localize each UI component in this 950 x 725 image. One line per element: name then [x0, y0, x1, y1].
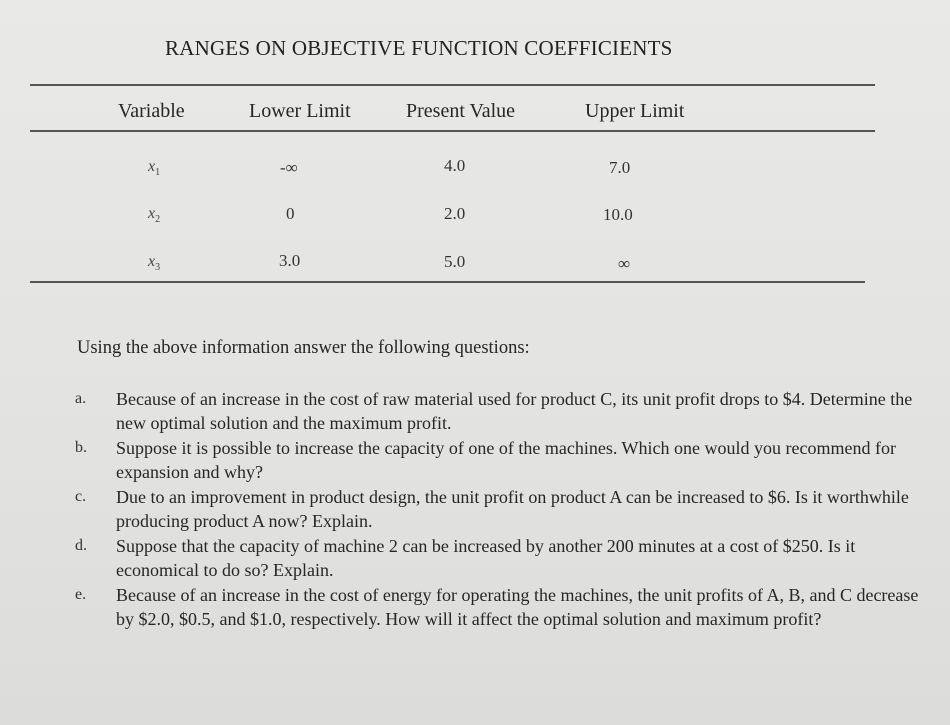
table-row-2-present: 2.0 [444, 204, 466, 223]
variable-subscript: 1 [155, 167, 161, 179]
question-text: Suppose it is possible to increase the capacity of one of the machines. Which one would you recommend for expansion and why? [116, 438, 896, 482]
header-upper-limit: Upper Limit [585, 100, 685, 122]
page-title: RANGES ON OBJECTIVE FUNCTION COEFFICIENTS [165, 36, 673, 60]
question-text: Due to an improvement in product design, the unit profit on product A can be increased to $6. Is it worthwhile producing product A now? Explain. [116, 487, 909, 531]
header-present-value: Present Value [406, 100, 516, 122]
question-label: d. [75, 537, 87, 554]
question-d [75, 534, 935, 582]
table-header-rule [30, 130, 875, 132]
table-row-1-upper: 7.0 [609, 158, 631, 177]
variable-base: x [148, 158, 156, 175]
table-top-rule [30, 84, 875, 86]
question-label: a. [75, 390, 87, 407]
question-text: Because of an increase in the cost of energy for operating the machines, the unit profits of A, B, and C decrease by $2.0, $0.5, and $1.0, respectively. How will it affect the optimal solution and maximum profit? [116, 585, 919, 629]
question-b [75, 436, 935, 484]
table-row-1-present: 4.0 [444, 156, 466, 175]
table-row-3-variable [148, 253, 160, 273]
variable-base: x [148, 205, 156, 222]
header-variable: Variable [118, 100, 185, 122]
table-row-3-lower: 3.0 [279, 251, 301, 270]
question-text: Because of an increase in the cost of raw material used for product C, its unit profit drops to $4. Determine the new optimal solution and the maximum profit. [116, 389, 913, 433]
question-text: Suppose that the capacity of machine 2 can be increased by another 200 minutes at a cost of $250. Is it economical to do so? Explain. [116, 536, 856, 580]
header-lower-limit: Lower Limit [249, 100, 351, 122]
question-a [75, 387, 935, 435]
variable-base: x [148, 253, 156, 270]
variable-subscript: 3 [155, 262, 161, 274]
table-bottom-rule [30, 281, 865, 283]
instructions-text: Using the above information answer the following questions: [77, 338, 530, 358]
table-row-3-present: 5.0 [444, 252, 466, 271]
question-label: c. [75, 488, 87, 505]
question-label: e. [75, 586, 87, 603]
question-list [75, 387, 935, 632]
table-row-1-lower: -∞ [280, 158, 298, 177]
table-row-2-lower: 0 [286, 204, 295, 223]
question-label: b. [75, 439, 87, 456]
question-c [75, 485, 935, 533]
table-row-2-upper: 10.0 [603, 205, 633, 224]
question-e [75, 583, 935, 631]
table-row-2-variable [148, 205, 160, 225]
variable-subscript: 2 [155, 214, 161, 226]
table-row-3-upper: ∞ [618, 254, 631, 273]
table-row-1-variable [148, 158, 160, 178]
